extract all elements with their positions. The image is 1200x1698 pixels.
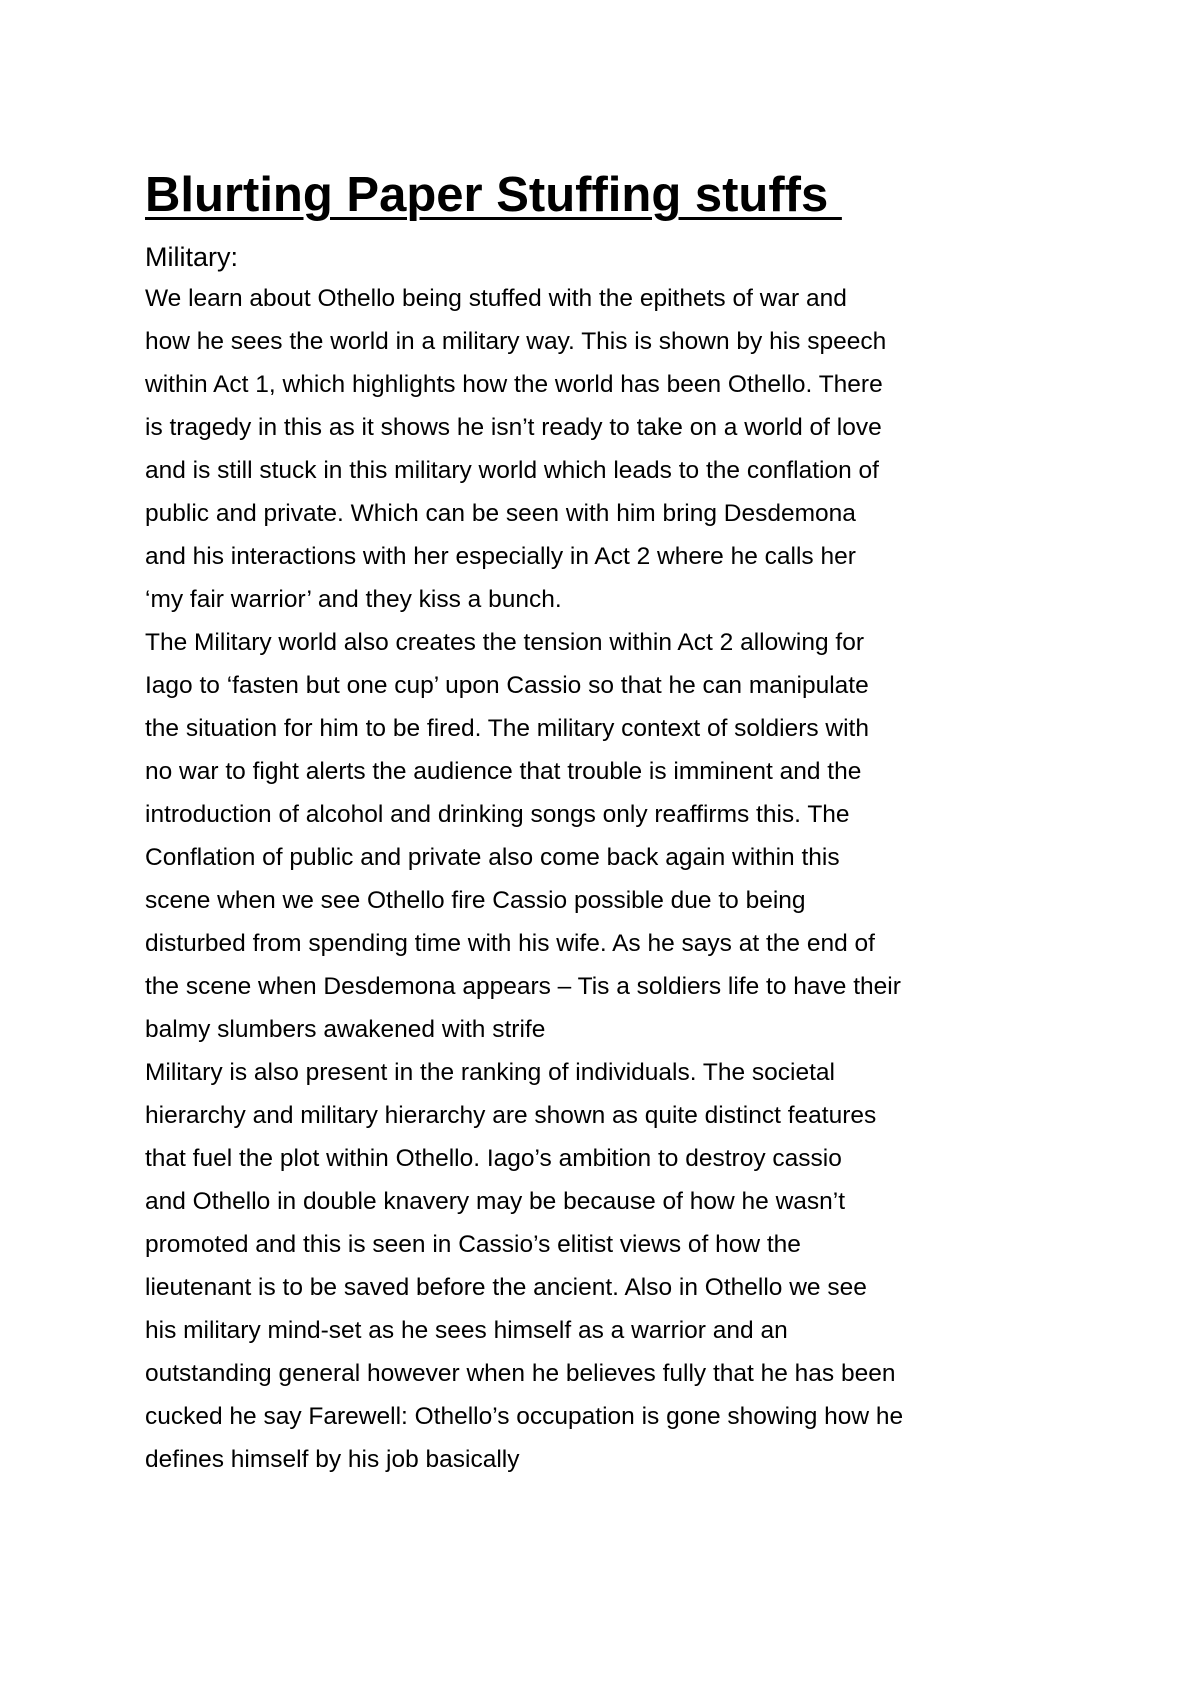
text-line: ‘my fair warrior’ and they kiss a bunch. [145, 586, 562, 613]
text-line: that fuel the plot within Othello. Iago’s ambition to destroy cassio [145, 1145, 842, 1172]
text-line: defines himself by his job basically [145, 1446, 520, 1473]
text-line: and his interactions with her especially in Act 2 where he calls her [145, 543, 856, 570]
text-line: promoted and this is seen in Cassio’s elitist views of how the [145, 1231, 801, 1258]
text-line: cucked he say Farewell: Othello’s occupation is gone showing how he [145, 1403, 904, 1430]
text-line: Conflation of public and private also come back again within this [145, 844, 840, 871]
text-line: public and private. Which can be seen with him bring Desdemona [145, 500, 856, 527]
text-line: Iago to ‘fasten but one cup’ upon Cassio so that he can manipulate [145, 672, 869, 699]
text-line: no war to fight alerts the audience that trouble is imminent and the [145, 758, 862, 785]
paragraph [145, 621, 1075, 1051]
text-line: disturbed from spending time with his wife. As he says at the end of [145, 930, 875, 957]
text-line: within Act 1, which highlights how the world has been Othello. There [145, 371, 883, 398]
section-heading-military: Military: [145, 242, 238, 272]
document-title: Blurting Paper Stuffing stuffs [145, 168, 842, 222]
text-line: how he sees the world in a military way. This is shown by his speech [145, 328, 887, 355]
text-line: is tragedy in this as it shows he isn’t ready to take on a world of love [145, 414, 882, 441]
text-line: and Othello in double knavery may be because of how he wasn’t [145, 1188, 846, 1215]
text-line: lieutenant is to be saved before the ancient. Also in Othello we see [145, 1274, 867, 1301]
text-line: We learn about Othello being stuffed with the epithets of war and [145, 285, 847, 312]
paragraphs-container [145, 277, 1075, 1481]
text-line: scene when we see Othello fire Cassio possible due to being [145, 887, 806, 914]
text-line: and is still stuck in this military world which leads to the conflation of [145, 457, 879, 484]
text-line: outstanding general however when he believes fully that he has been [145, 1360, 896, 1387]
text-line: Military is also present in the ranking of individuals. The societal [145, 1059, 835, 1086]
paragraph [145, 1051, 1075, 1481]
text-line: The Military world also creates the tension within Act 2 allowing for [145, 629, 864, 656]
text-line: balmy slumbers awakened with strife [145, 1016, 546, 1043]
text-line: his military mind-set as he sees himself as a warrior and an [145, 1317, 788, 1344]
text-line: introduction of alcohol and drinking songs only reaffirms this. The [145, 801, 850, 828]
text-line: hierarchy and military hierarchy are shown as quite distinct features [145, 1102, 877, 1129]
paragraph [145, 277, 1075, 621]
text-line: the situation for him to be fired. The military context of soldiers with [145, 715, 869, 742]
document-body [145, 165, 1075, 1481]
text-line: the scene when Desdemona appears – Tis a soldiers life to have their [145, 973, 901, 1000]
